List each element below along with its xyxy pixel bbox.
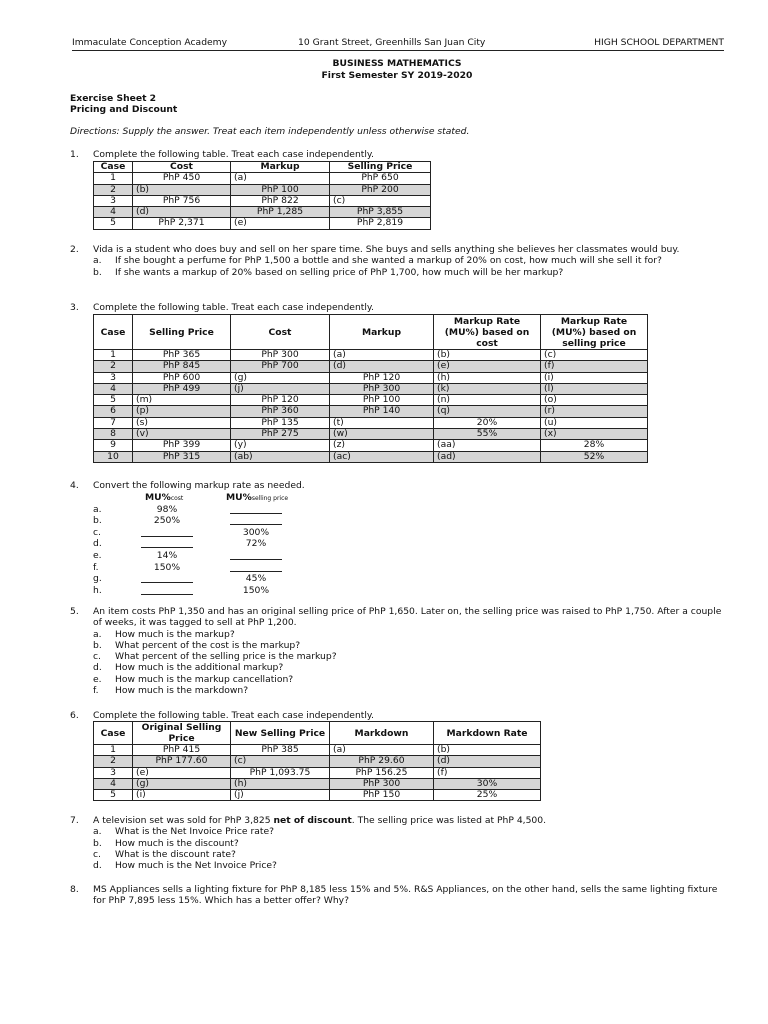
table-cell: 52%: [541, 451, 648, 462]
table-cell: (g): [133, 778, 231, 789]
table-cell: (a): [330, 350, 434, 361]
table-cell: PhP 756: [133, 195, 231, 206]
sub-item-letter: b.: [93, 266, 102, 278]
table-cell: (w): [330, 429, 434, 440]
table-row: [94, 417, 648, 428]
table-cell: PhP 365: [133, 350, 231, 361]
table-cell: (g): [231, 372, 330, 383]
table-cell: PhP 135: [231, 417, 330, 428]
table-cell: (aa): [434, 440, 541, 451]
table-cell: (c): [330, 195, 431, 206]
table-row: [94, 218, 431, 229]
table-row: [94, 195, 431, 206]
table-row: [94, 406, 648, 417]
table-cell: PhP 700: [231, 361, 330, 372]
table-cell: 30%: [434, 778, 541, 789]
table-cell: (i): [133, 790, 231, 801]
table-cell: (z): [330, 440, 434, 451]
table-cell: PhP 1,285: [231, 207, 330, 218]
sub-item: [93, 662, 730, 673]
directions: Directions: Supply the answer. Treat each item independently unless otherwise stated.: [70, 126, 470, 137]
item-letter: g.: [93, 573, 102, 585]
sub-item: [93, 651, 730, 662]
table-cell: 4: [94, 778, 133, 789]
sub-item-letter: d.: [93, 860, 102, 872]
blank-line: [141, 527, 193, 537]
table-cell: PhP 300: [330, 778, 434, 789]
column-header: Markup: [231, 162, 330, 173]
sub-item-text: How much is the additional markup?: [115, 662, 284, 674]
mu-cost-value: 250%: [153, 515, 181, 527]
question-text: Complete the following table. Treat each case independently.: [93, 710, 374, 721]
table-cell: PhP 100: [231, 184, 330, 195]
table-cell: 28%: [541, 440, 648, 451]
table-cell: (v): [133, 429, 231, 440]
page-header: [72, 37, 724, 49]
table-row: [94, 756, 541, 767]
table-cell: PhP 150: [330, 790, 434, 801]
table-row: [94, 383, 648, 394]
table-cell: 9: [94, 440, 133, 451]
mu-cost-value: 150%: [153, 561, 181, 573]
blank-line: [230, 504, 282, 514]
course-title: BUSINESS MATHEMATICS: [332, 58, 462, 69]
conversion-row: [93, 585, 293, 597]
question-text: Complete the following table. Treat each case independently.: [93, 302, 374, 313]
sub-item: [93, 640, 730, 651]
table-cell: 25%: [434, 790, 541, 801]
table-header-row: [94, 162, 431, 173]
sub-item-text: How much is the Net Invoice Price?: [115, 860, 277, 872]
question-text: A television set was sold for PhP 3,825 net of discount. The selling price was listed at PhP 4,500.: [93, 815, 547, 826]
table-cell: 20%: [434, 417, 541, 428]
table-cell: 5: [94, 395, 133, 406]
question-number: 3.: [70, 302, 79, 313]
sub-item: [93, 826, 730, 837]
table-row: [94, 395, 648, 406]
table-cell: (ac): [330, 451, 434, 462]
table-cell: (j): [231, 383, 330, 394]
sheet-name: Exercise Sheet 2: [70, 93, 157, 104]
table-cell: 2: [94, 361, 133, 372]
sub-item-letter: e.: [93, 673, 102, 685]
sub-item-text: If she bought a perfume for PhP 1,500 a bottle and she wanted a markup of 20% on cost, how much will she sell it for?: [115, 255, 662, 267]
column-header: Selling Price: [133, 315, 231, 350]
table-cell: (b): [133, 184, 231, 195]
table-cell: 7: [94, 417, 133, 428]
table-cell: (e): [231, 218, 330, 229]
item-letter: h.: [93, 584, 102, 596]
column-header: Cost: [231, 315, 330, 350]
column-header: Markup Rate (MU%) based on cost: [434, 315, 541, 350]
table-row: [94, 767, 541, 778]
blank-line: [230, 550, 282, 560]
column-header: Case: [94, 162, 133, 173]
table-cell: 8: [94, 429, 133, 440]
school-address: 10 Grant Street, Greenhills San Juan City: [298, 37, 486, 48]
question-text: Complete the following table. Treat each case independently.: [93, 149, 374, 160]
sub-item: [93, 838, 730, 849]
table-cell: PhP 450: [133, 173, 231, 184]
table-header-row: [94, 722, 541, 745]
blank-line: [141, 573, 193, 583]
q6-table: [93, 721, 541, 801]
mu-cost-value: 14%: [156, 549, 178, 561]
conversion-row: [93, 562, 293, 574]
column-header: Markdown Rate: [434, 722, 541, 745]
mu-sp-subscript: selling price: [251, 495, 289, 502]
table-cell: (m): [133, 395, 231, 406]
sub-item-letter: a.: [93, 826, 102, 838]
column-header: Cost: [133, 162, 231, 173]
table-cell: PhP 399: [133, 440, 231, 451]
item-letter: f.: [93, 561, 99, 573]
table-row: [94, 361, 648, 372]
sub-item-text: What is the discount rate?: [115, 848, 236, 860]
table-cell: PhP 140: [330, 406, 434, 417]
table-cell: (x): [541, 429, 648, 440]
table-cell: (ad): [434, 451, 541, 462]
table-cell: PhP 2,371: [133, 218, 231, 229]
question-number: 5.: [70, 606, 79, 617]
table-cell: (c): [541, 350, 648, 361]
mu-sp-value: 45%: [245, 573, 267, 585]
table-cell: 2: [94, 756, 133, 767]
sheet-topic: Pricing and Discount: [70, 104, 178, 116]
sub-item-text: How much is the markup?: [115, 628, 235, 640]
sub-item: [93, 849, 730, 860]
table-cell: PhP 300: [330, 383, 434, 394]
table-cell: 3: [94, 372, 133, 383]
sub-item-letter: f.: [93, 685, 99, 697]
table-cell: (r): [541, 406, 648, 417]
sub-item: [93, 860, 730, 871]
mu-cost-value: 98%: [156, 503, 178, 515]
conversion-row: [93, 527, 293, 539]
conversion-row: [93, 504, 293, 516]
table-cell: (l): [541, 383, 648, 394]
sub-item-text: If she wants a markup of 20% based on selling price of PhP 1,700, how much will be her markup?: [115, 266, 564, 278]
table-cell: (u): [541, 417, 648, 428]
table-cell: (a): [231, 173, 330, 184]
mu-sp-value: 150%: [242, 584, 270, 596]
table-row: [94, 790, 541, 801]
table-row: [94, 429, 648, 440]
table-row: [94, 350, 648, 361]
table-cell: 10: [94, 451, 133, 462]
table-row: [94, 451, 648, 462]
item-letter: e.: [93, 549, 102, 561]
table-cell: (f): [434, 767, 541, 778]
table-cell: PhP 275: [231, 429, 330, 440]
school-name: Immaculate Conception Academy: [72, 37, 228, 48]
table-cell: (d): [133, 207, 231, 218]
blank-line: [141, 585, 193, 595]
table-cell: 4: [94, 207, 133, 218]
column-header: Original Selling Price: [133, 722, 231, 745]
question-number: 6.: [70, 710, 79, 721]
sub-item-text: How much is the discount?: [115, 837, 239, 849]
column-header: Case: [94, 315, 133, 350]
table-row: [94, 440, 648, 451]
sub-item-text: What is the Net Invoice Price rate?: [115, 826, 275, 838]
table-cell: (y): [231, 440, 330, 451]
column-header: Markup Rate (MU%) based on selling price: [541, 315, 648, 350]
table-cell: (o): [541, 395, 648, 406]
sub-item-text: How much is the markdown?: [115, 685, 249, 697]
table-cell: PhP 499: [133, 383, 231, 394]
conversion-row: [93, 538, 293, 550]
table-cell: (a): [330, 745, 434, 756]
question-text: MS Appliances sells a lighting fixture for PhP 8,185 less 15% and 5%. R&S Appliances, on the other hand, sells the same lighting fixture for PhP 7,895 less 15%. Which has a better offer? Why?: [93, 884, 718, 907]
table-row: [94, 184, 431, 195]
question-number: 2.: [70, 244, 79, 255]
sub-item-letter: c.: [93, 848, 101, 860]
question-number: 7.: [70, 815, 79, 826]
sub-item: [93, 674, 730, 685]
sub-item-letter: d.: [93, 662, 102, 674]
table-cell: 3: [94, 767, 133, 778]
table-cell: 1: [94, 350, 133, 361]
table-row: [94, 372, 648, 383]
table-cell: 3: [94, 195, 133, 206]
question-number: 1.: [70, 149, 79, 160]
sub-item-letter: a.: [93, 255, 102, 267]
table-cell: PhP 3,855: [330, 207, 431, 218]
question-number: 4.: [70, 480, 79, 491]
conversion-row: [93, 573, 293, 585]
header-divider: [72, 50, 724, 51]
conversion-row: [93, 515, 293, 527]
table-cell: PhP 315: [133, 451, 231, 462]
table-cell: PhP 177.60: [133, 756, 231, 767]
sub-item-letter: a.: [93, 628, 102, 640]
column-header: Case: [94, 722, 133, 745]
table-cell: 1: [94, 173, 133, 184]
column-header: Markdown: [330, 722, 434, 745]
table-cell: (d): [330, 361, 434, 372]
table-cell: PhP 415: [133, 745, 231, 756]
q1-table: [93, 161, 431, 230]
table-cell: (b): [434, 350, 541, 361]
table-cell: (i): [541, 372, 648, 383]
table-cell: (t): [330, 417, 434, 428]
table-cell: PhP 360: [231, 406, 330, 417]
blank-line: [230, 515, 282, 525]
sub-item-text: What percent of the selling price is the markup?: [115, 651, 337, 663]
column-header: Markup: [330, 315, 434, 350]
question-text: An item costs PhP 1,350 and has an original selling price of PhP 1,650. Later on, the selling price was raised to PhP 1,750. After a couple of weeks, it was tagged to sell at PhP 1,200.: [93, 606, 722, 629]
item-letter: d.: [93, 538, 102, 550]
table-row: [94, 778, 541, 789]
table-cell: (h): [434, 372, 541, 383]
sub-item: [93, 685, 730, 696]
table-cell: PhP 385: [231, 745, 330, 756]
sub-item-letter: c.: [93, 651, 101, 663]
mu-sp-value: 72%: [245, 538, 267, 550]
mu-sp-value: 300%: [242, 526, 270, 538]
table-cell: PhP 650: [330, 173, 431, 184]
table-cell: PhP 845: [133, 361, 231, 372]
table-cell: (s): [133, 417, 231, 428]
table-cell: 5: [94, 218, 133, 229]
q3-table: [93, 314, 648, 463]
table-cell: PhP 156.25: [330, 767, 434, 778]
table-cell: PhP 100: [330, 395, 434, 406]
table-cell: 4: [94, 383, 133, 394]
table-cell: (ab): [231, 451, 330, 462]
answer-blank: [139, 585, 195, 598]
question-number: 8.: [70, 884, 79, 895]
table-cell: (j): [231, 790, 330, 801]
table-cell: (h): [231, 778, 330, 789]
table-cell: (e): [434, 361, 541, 372]
table-row: [94, 745, 541, 756]
table-cell: PhP 120: [231, 395, 330, 406]
sub-item: [93, 267, 730, 278]
table-row: [94, 207, 431, 218]
table-row: [94, 173, 431, 184]
question-text: Vida is a student who does buy and sell on her spare time. She buys and sells anything she believes her classmates would buy.: [93, 244, 680, 255]
semester-title: First Semester SY 2019-2020: [321, 70, 473, 81]
table-header-row: [94, 315, 648, 350]
blank-line: [230, 562, 282, 572]
conversion-list: [93, 492, 293, 596]
table-cell: 5: [94, 790, 133, 801]
item-letter: a.: [93, 503, 102, 515]
table-cell: (c): [231, 756, 330, 767]
document-title: [0, 58, 768, 82]
mu-cost-subscript: cost: [170, 495, 184, 502]
item-letter: b.: [93, 515, 102, 527]
table-cell: 2: [94, 184, 133, 195]
table-cell: (q): [434, 406, 541, 417]
table-cell: 1: [94, 745, 133, 756]
blank-line: [141, 538, 193, 548]
table-cell: (e): [133, 767, 231, 778]
sub-item-letter: b.: [93, 639, 102, 651]
table-cell: PhP 600: [133, 372, 231, 383]
department-name: HIGH SCHOOL DEPARTMENT: [594, 37, 724, 48]
table-cell: PhP 300: [231, 350, 330, 361]
sub-item-letter: b.: [93, 837, 102, 849]
table-cell: PhP 822: [231, 195, 330, 206]
sheet-heading: [70, 93, 730, 116]
sub-item: [93, 255, 730, 266]
sub-item-text: What percent of the cost is the markup?: [115, 639, 301, 651]
table-cell: PhP 1,093.75: [231, 767, 330, 778]
table-cell: (b): [434, 745, 541, 756]
table-cell: PhP 29.60: [330, 756, 434, 767]
column-header: New Selling Price: [231, 722, 330, 745]
conversion-header: [93, 492, 293, 504]
item-letter: c.: [93, 526, 101, 538]
conversion-row: [93, 550, 293, 562]
sub-item-text: How much is the markup cancellation?: [115, 673, 294, 685]
table-cell: (d): [434, 756, 541, 767]
emphasis-text: net of discount: [273, 815, 352, 826]
sub-item: [93, 629, 730, 640]
table-cell: PhP 200: [330, 184, 431, 195]
table-cell: (p): [133, 406, 231, 417]
table-cell: (k): [434, 383, 541, 394]
column-header: Selling Price: [330, 162, 431, 173]
table-cell: (n): [434, 395, 541, 406]
mu-sp-heading: MU%: [226, 492, 252, 503]
table-cell: 55%: [434, 429, 541, 440]
table-cell: 6: [94, 406, 133, 417]
table-cell: PhP 2,819: [330, 218, 431, 229]
mu-cost-heading: MU%: [145, 492, 171, 503]
question-text: Convert the following markup rate as needed.: [93, 480, 305, 491]
table-cell: (f): [541, 361, 648, 372]
table-cell: PhP 120: [330, 372, 434, 383]
